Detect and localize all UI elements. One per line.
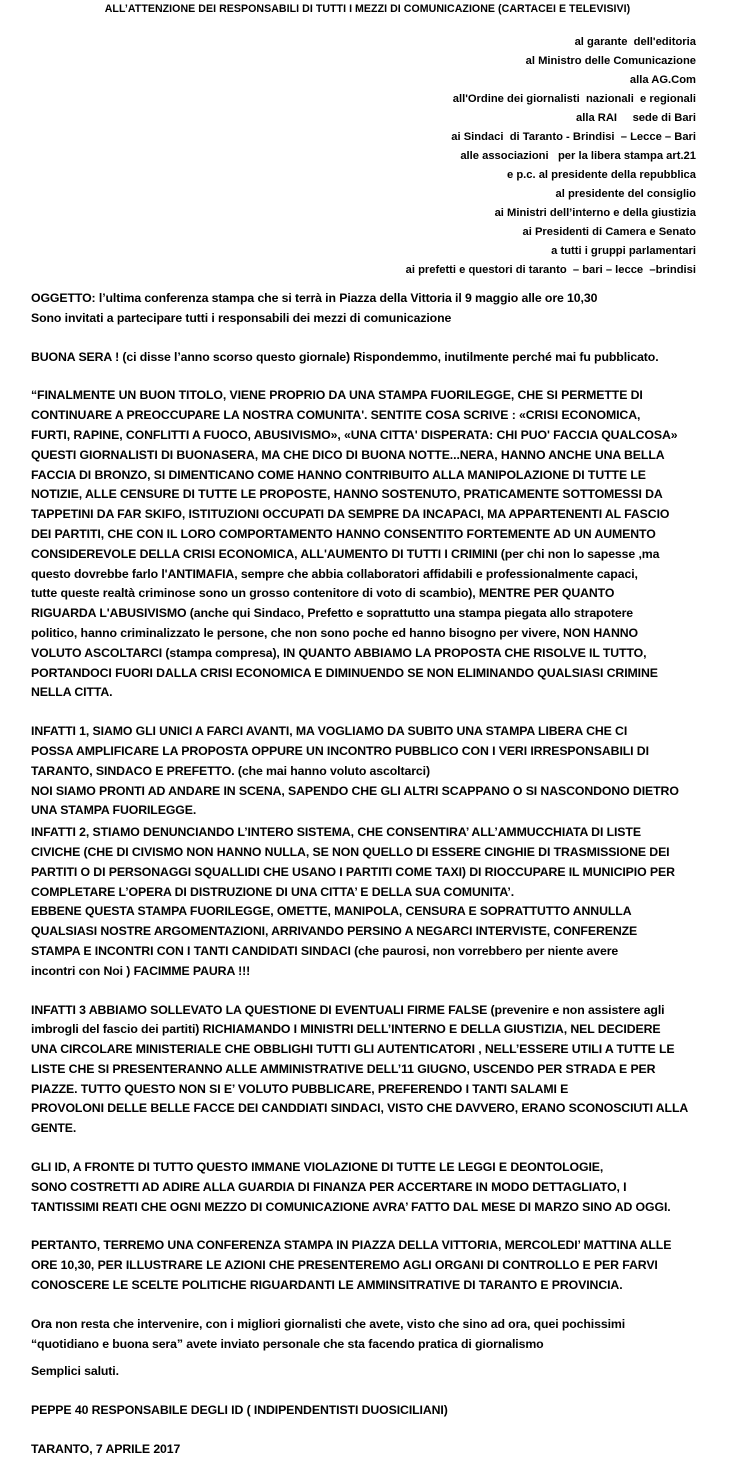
recipient-line: al garante dell'editoria [574,36,696,48]
recipient-line: all'Ordine dei giornalisti nazionali e regionali [452,93,696,105]
closing-paragraph: Ora non resta che intervenire, con i migliori giornalisti che avete, visto che sino ad ora, quei pochissimi “quotidiano e buona sera” avete inviato personale che sta facendo pratica di giornalismo [31,1316,626,1351]
document-heading: ALL’ATTENZIONE DEI RESPONSABILI DI TUTTI I MEZZI DI COMUNICAZIONE (CARTACEI E TELEVISIVI) [104,3,631,15]
infatti-2-paragraph: INFATTI 2, STIAMO DENUNCIANDO L’INTERO SISTEMA, CHE CONSENTIRA’ ALL’AMMUCCHIATA DI LISTE CIVICHE (CHE DI CIVISMO NON HANNO NULLA, SE NON QUELLO DI ESSERE CINGHIE DI TRASMISSIONE DEI PARTITI O DI PERSONAGGI SQUALLIDI CHE USANO I PARTITI COME TAXI) DI RIOCCUPARE IL MUNICIPIO PER COMPLETARE L’OPERA DI DISTRUZIONE DI UNA CITTA’ E DELLA SUA COMUNITA’. EBBENE QUESTA STAMPA FUORILEGGE, OMETTE, MANIPOLA, CENSURA E SOPRATTUTTO ANNULLA QUALSIASI NOSTRE ARGOMENTAZIONI, ARRIVANDO PERSINO A NEGARCI INTERVISTE, CONFERENZE STAMPA E INCONTRI CON I TANTI CANDIDATI SINDACI (che paurosi, non vorrebbero per niente avere incontri con Noi ) FACIMME PAURA !!! [31,825,675,978]
gli-id-paragraph: GLI ID, A FRONTE DI TUTTO QUESTO IMMANE VIOLAZIONE DI TUTTE LE LEGGI E DEONTOLOGIE, SONO COSTRETTI AD ADIRE ALLA GUARDIA DI FINANZA PER ACCERTARE IN MODO DETTAGLIATO, I TANTISSIMI REATI CHE OGNI MEZZO DI COMUNICAZIONE AVRA’ FATTO DAL MESE DI MARZO SINO AD OGGI. [31,1160,671,1214]
recipient-line: alle associazioni per la libera stampa art.21 [460,150,696,162]
letter-body [31,289,721,1460]
subject-paragraph: OGGETTO: l’ultima conferenza stampa che si terrà in Piazza della Vittoria il 9 maggio alle ore 10,30 Sono invitati a partecipare tutti i responsabili dei mezzi di comunicazione [31,291,598,325]
date-line: TARANTO, 7 APRILE 2017 [31,1442,181,1457]
pertanto-paragraph: PERTANTO, TERREMO UNA CONFERENZA STAMPA IN PIAZZA DELLA VITTORIA, MERCOLEDI’ MATTINA ALLE ORE 10,30, PER ILLUSTRARE LE AZIONI CHE PRESENTEREMO AGLI ORGANI DI CONTROLLO E PER FARVI CONOSCERE LE SCELTE POLITICHE RIGUARDANTI LE AMMINSITRATIVE DI TARANTO E PROVINCIA. [31,1238,672,1293]
recipient-line: ai prefetti e questori di taranto – bari – lecce –brindisi [405,264,696,276]
recipient-line: ai Ministri dell’interno e della giustizia [494,207,696,219]
recipient-line: alla RAI sede di Bari [576,112,696,124]
signature: PEPPE 40 RESPONSABILE DEGLI ID ( INDIPENDENTISTI DUOSICILIANI) [31,1403,448,1418]
greeting: Semplici saluti. [31,1364,119,1379]
infatti-3-paragraph: INFATTI 3 ABBIAMO SOLLEVATO LA QUESTIONE DI EVENTUALI FIRME FALSE (prevenire e non assistere agli imbrogli del fascio dei partiti) RICHIAMANDO I MINISTRI DELL’INTERNO E DELLA GIUSTIZIA, NEL DECIDERE UNA CIRCOLARE MINISTERIALE CHE OBBLIGHI TUTTI GLI AUTENTICATORI , NELL’ESSERE UTILI A TUTTE LE LISTE CHE SI PRESENTERANNO ALLE AMMINISTRATIVE DELL’11 GIUGNO, USCENDO PER STRADA E PER PIAZZE. TUTTO QUESTO NON SI E’ VOLUTO PUBBLICARE, PREFERENDO I TANTI SALAMI E PROVOLONI DELLE BELLE FACCE DEI CANDDIATI SINDACI, VISTO CHE DAVVERO, ERANO SCONOSCIUTI ALLA GENTE. [31,1002,689,1136]
recipient-line: a tutti i gruppi parlamentari [551,245,696,257]
recipient-line: ai Sindaci di Taranto - Brindisi – Lecce – Bari [451,131,696,143]
buonasera-paragraph: BUONA SERA ! (ci disse l’anno scorso questo giornale) Rispondemmo, inutilmente perché mai fu pubblicato. [31,349,659,364]
recipient-line: ai Presidenti di Camera e Senato [522,226,696,238]
recipients-list [196,33,696,280]
recipient-line: al Ministro delle Comunicazione [525,55,696,67]
recipient-line: e p.c. al presidente della repubblica [506,169,696,181]
infatti-1-paragraph: INFATTI 1, SIAMO GLI UNICI A FARCI AVANTI, MA VOGLIAMO DA SUBITO UNA STAMPA LIBERA CHE CI POSSA AMPLIFICARE LA PROPOSTA OPPURE UN INCONTRO PUBBLICO CON I VERI IRRESPONSABILI DI TARANTO, SINDACO E PREFETTO. (che mai hanno voluto ascoltarci) NOI SIAMO PRONTI AD ANDARE IN SCENA, SAPENDO CHE GLI ALTRI SCAPPANO O SI NASCONDONO DIETRO UNA STAMPA FUORILEGGE. [31,724,679,818]
recipient-line: al presidente del consiglio [555,188,696,200]
quote-paragraph: “FINALMENTE UN BUON TITOLO, VIENE PROPRIO DA UNA STAMPA FUORILEGGE, CHE SI PERMETTE DI CONTINUARE A PREOCCUPARE LA NOSTRA COMUNITA'. SENTITE COSA SCRIVE : «CRISI ECONOMICA, FURTI, RAPINE, CONFLITTI A FUOCO, ABUSIVISMO», «UNA CITTA' DISPERATA: CHI PUO' FACCIA QUALCOSA» QUESTI GIORNALISTI DI BUONASERA, MA CHE DICO DI BUONA NOTTE...NERA, HANNO ANCHE UNA BELLA FACCIA DI BRONZO, SI DIMENTICANO COME HANNO CONTRIBUITO ALLA MANIPOLAZIONE DI TUTTE LE NOTIZIE, ALLE CENSURE DI TUTTE LE PROPOSTE, HANNO SOSTENUTO, PRATICAMENTE SOTTOMESSI DA TAPPETINI DA FAR SKIFO, ISTITUZIONI OCCUPATI DA SEMPRE DA INCAPACI, MA APPARTENENTI AL FASCIO DEI PARTITI, CHE CON IL LORO COMPORTAMENTO HANNO CONSENTITO FORTEMENTE AD UN AUMENTO CONSIDEREVOLE DELLA CRISI ECONOMICA, ALL'AUMENTO DI TUTTI I CRIMINI (per chi non lo sapesse ,ma questo dovrebbe farlo l'ANTIMAFIA, sempre che abbia collaboratori affidabili e professionalmente capaci, tutte queste realtà criminose sono un grosso contenitore di voto di scambio), MENTRE PER QUANTO RIGUARDA L'ABUSIVISMO (anche qui Sindaco, Prefetto e soprattutto una stampa piegata allo strapotere politico, hanno criminalizzato le persone, che non sono poche ed hanno bisogno per vivere, NON HANNO VOLUTO ASCOLTARCI (stampa compresa), IN QUANTO ABBIAMO LA PROPOSTA CHE RISOLVE IL TUTTO, PORTANDOCI FUORI DALLA CRISI ECONOMICA E DIMINUENDO SE NON ELIMINANDO QUALSIASI CRIMINE NELLA CITTA. [31,388,678,700]
recipient-line: alla AG.Com [629,74,696,86]
